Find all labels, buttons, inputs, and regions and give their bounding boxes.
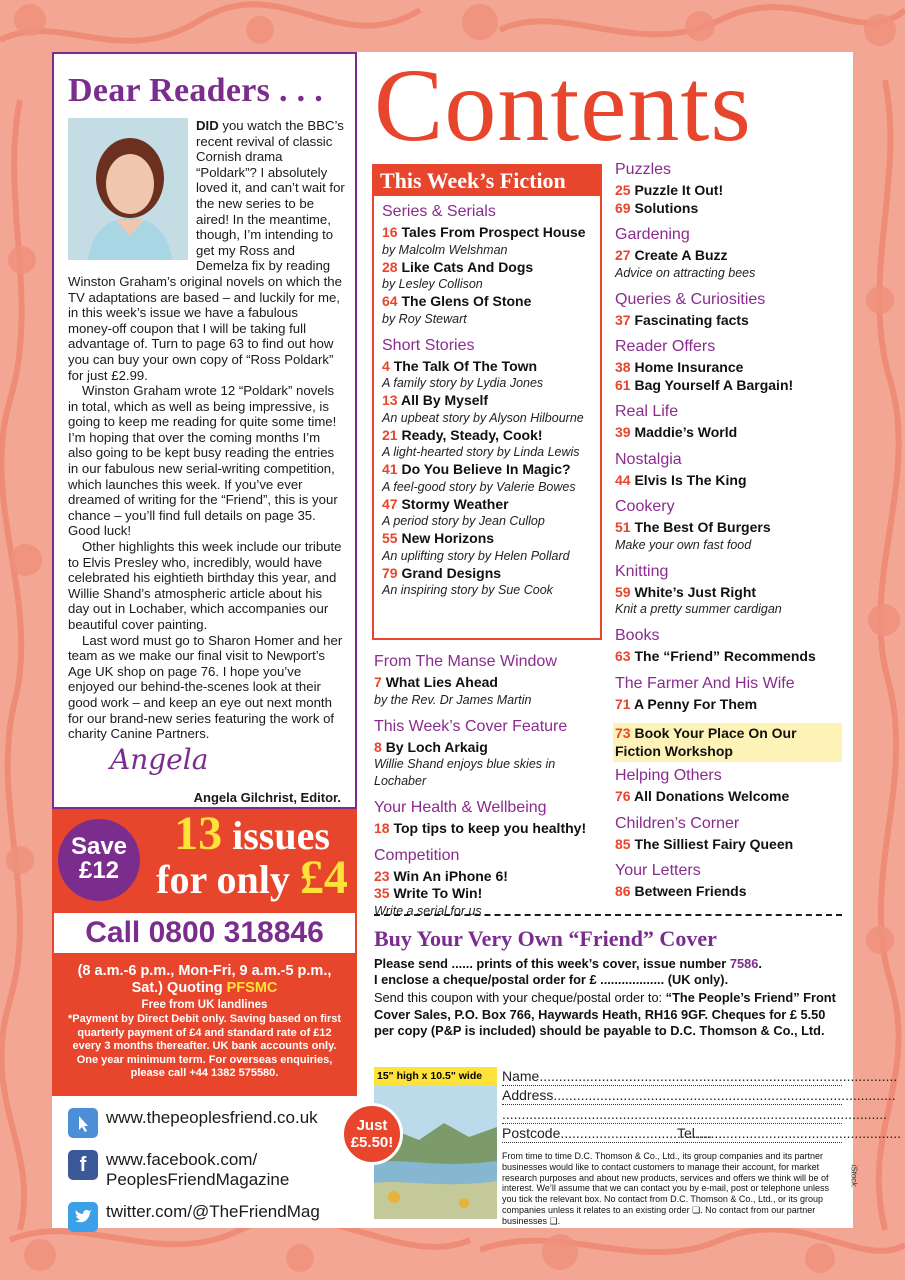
social-links xyxy=(68,1108,358,1244)
section-health: Your Health & Wellbeing xyxy=(374,799,547,816)
section-farmer: The Farmer And His Wife xyxy=(615,674,795,692)
section-knitting: Knitting xyxy=(615,562,669,580)
contents-right-column xyxy=(615,152,847,901)
privacy-notice: From time to time D.C. Thomson & Co., Ltd., its group companies and its partner businesses would like to contact customers to manage their account, for market research purposes and about new products, services and offers we think will be of interest. We’ll assume that we can contact you by e-mail, post or telephone unless you tick the relevant box. No contact from D.C. Thomson & Co., Ltd., or its group companies unless it relates to an existing order ❏. No contact from our partner businesses ❏. xyxy=(502,1151,830,1226)
editor-photo xyxy=(68,118,188,260)
contents-item[interactable]: 37 Fascinating facts xyxy=(615,311,749,328)
editorial-paragraph-1: you watch the BBC’s recent revival of classic Cornish drama “Poldark”? I absolutely loved it, and can’t wait for the new series to be aired! In the meantime, though, I’m intending to get my Ross and Demelza fix by reading Winston Graham’s original novels on which the TV adaptations are based – and luckily for me, in this week’s issue we have a fabulous money-off coupon that I will be taking full advantage of. Turn to page 63 to find out how you can buy your own copy of “Ross Poldark” for just £2.99. xyxy=(68,118,345,383)
facebook-url-line-1[interactable]: www.facebook.com/ xyxy=(106,1150,258,1169)
issues-headline xyxy=(152,807,352,904)
editorial-box xyxy=(52,52,357,809)
contents-item[interactable]: 27 Create A Buzz xyxy=(615,247,728,263)
section-letters: Your Letters xyxy=(615,862,701,879)
name-field[interactable]: Name............................................................................................ xyxy=(502,1068,898,1084)
item-desc: An inspiring story by Sue Cook xyxy=(382,583,553,597)
section-cookery: Cookery xyxy=(615,498,675,515)
contents-item[interactable]: 25 Puzzle It Out! xyxy=(615,182,724,198)
contents-item[interactable]: 47 Stormy Weather xyxy=(382,495,509,512)
item-desc: Knit a pretty summer cardigan xyxy=(615,602,782,616)
contents-left-column-lower xyxy=(374,644,604,920)
coupon-cut-line xyxy=(374,914,842,916)
cover-size-badge: 15" high x 10.5" wide xyxy=(374,1067,497,1085)
send-coupon-text: Send this coupon with your cheque/postal order to: xyxy=(374,990,666,1006)
item-desc: An uplifting story by Helen Pollard xyxy=(382,548,570,563)
facebook-url-line-2[interactable]: PeoplesFriendMagazine xyxy=(106,1170,290,1189)
section-series: Series & Serials xyxy=(382,203,496,220)
website-link[interactable] xyxy=(68,1108,358,1138)
offer-price: £4 xyxy=(299,851,348,904)
just-price: £5.50! xyxy=(350,1134,394,1151)
contents-item[interactable]: 21 Ready, Steady, Cook! xyxy=(382,426,543,443)
free-landlines: Free from UK landlines xyxy=(141,999,268,1011)
contents-item[interactable]: 79 Grand Designs xyxy=(382,564,502,581)
contents-item[interactable]: 85 The Silliest Fairy Queen xyxy=(615,835,794,852)
for-only-text: for only xyxy=(156,857,300,902)
quote-code: PFSMC xyxy=(226,980,278,996)
tel-field[interactable]: Tel..................................................... xyxy=(677,1125,902,1141)
facebook-icon: f xyxy=(68,1150,98,1180)
issues-count: 13 xyxy=(174,807,223,860)
editorial-paragraph-3: Other highlights this week include our tribute to Elvis Presley who, incredibly, would have celebrated his eightieth birthday this year, and Willie Shand’s atmospheric article about his day out in Lochaber, which accompanies our beautiful cover painting. xyxy=(68,539,342,632)
contents-item[interactable]: 8 By Loch Arkaig xyxy=(374,738,488,755)
call-hours: (8 a.m.-6 p.m., Mon-Fri, 9 a.m.-5 p.m., Sat.) Quoting xyxy=(77,963,332,996)
save-label: Save xyxy=(70,833,128,860)
cover-offer-text: Please send ...... prints of this week’s cover, issue number 7586. I enclose a cheque/postal order for £ .................. (UK only). Send this coupon with your cheque/postal order to: “The People’s Friend” Front Cover Sales, P.O. Box 766, Haywards Heath, RH16 9GF. Cheques for £ 5.50 per copy (P&P is included) should be payable to D.C. Thomson & Co., Ltd. xyxy=(374,956,842,1039)
fiction-header: This Week’s Fiction xyxy=(374,166,600,196)
item-desc: by Roy Stewart xyxy=(382,311,467,326)
contents-item[interactable]: 63 The “Friend” Recommends xyxy=(615,648,816,664)
cover-offer-title: Buy Your Very Own “Friend” Cover xyxy=(374,926,717,951)
section-nostalgia: Nostalgia xyxy=(615,450,682,468)
section-cover-feature: This Week’s Cover Feature xyxy=(374,717,568,735)
contents-item[interactable]: 59 White’s Just Right xyxy=(615,583,757,600)
contents-item[interactable]: 4 The Talk Of The Town xyxy=(382,357,538,374)
section-short-stories: Short Stories xyxy=(382,336,475,354)
section-gardening: Gardening xyxy=(615,226,690,243)
save-badge xyxy=(58,819,140,901)
issues-word: issues xyxy=(222,813,330,858)
contents-item[interactable]: 61 Bag Yourself A Bargain! xyxy=(615,376,794,393)
contents-item[interactable]: 35 Write To Win! xyxy=(374,885,483,901)
item-desc: A period story by Jean Cullop xyxy=(382,514,545,528)
call-number[interactable]: Call 0800 318846 xyxy=(52,911,357,955)
cheque-line: I enclose a cheque/postal order for £ .................. (UK only). xyxy=(374,972,729,988)
subscription-offer xyxy=(52,809,357,911)
item-desc: A family story by Lydia Jones xyxy=(382,376,544,390)
contents-item[interactable]: 39 Maddie’s World xyxy=(615,424,738,440)
editorial-paragraph-4: Last word must go to Sharon Homer and her team as we make our final visit to Newport’s Age UK shop on page 76. I hope you’ve enjoyed our behind-the-scenes look at their good work – and keep an eye out next month for our brand-new series featuring the work of charity Canine Partners. xyxy=(68,632,343,742)
twitter-link[interactable] xyxy=(68,1202,358,1232)
contents-item[interactable]: 16 Tales From Prospect House xyxy=(382,224,586,240)
contents-item[interactable]: 38 Home Insurance xyxy=(615,359,744,375)
item-desc: Make your own fast food xyxy=(615,537,752,552)
editorial-paragraph-2: Winston Graham wrote 12 “Poldark” novels in total, which as well as being impressive, is going to keep me reading for quite some time! I’m hoping that over the coming months I’m also going to be kept busy reading the entries in our fabulous new serial-writing competition, which launches this week. If you’ve ever dreamed of writing for the “Friend”, this is your chance – you’ll find full details on page 35. Good luck! xyxy=(68,383,338,539)
facebook-link[interactable] xyxy=(68,1150,358,1190)
section-reader-offers: Reader Offers xyxy=(615,338,716,355)
editorial-title: Dear Readers . . . xyxy=(68,72,323,109)
section-books: Books xyxy=(615,627,660,644)
contents-item[interactable]: 76 All Donations Welcome xyxy=(615,788,790,804)
contents-item[interactable]: 28 Like Cats And Dogs xyxy=(382,258,534,275)
twitter-handle[interactable]: twitter.com/@TheFriendMag xyxy=(106,1202,320,1221)
photo-credit: iStock. xyxy=(849,1164,859,1189)
magazine-page xyxy=(52,48,902,1228)
just-label: Just xyxy=(356,1117,388,1134)
subscription-terms: *Payment by Direct Debit only. Saving based on first quarterly payment of £4 and standard rate of £12 every 3 months thereafter. UK bank accounts only. One year minimum term. For overseas enquiries, please call +44 1382 575580. xyxy=(67,1013,342,1079)
item-desc: Write a serial for us xyxy=(374,903,482,918)
item-desc: A feel-good story by Valerie Bowes xyxy=(382,479,576,494)
contents-left-column xyxy=(382,194,604,599)
website-url[interactable]: www.thepeoplesfriend.co.uk xyxy=(106,1108,318,1127)
section-manse: From The Manse Window xyxy=(374,653,557,670)
send-address: “The People’s Friend” Front Cover Sales, P.O. Box 766, Haywards Heath, RH16 9GF. Cheques for £ 5.50 per copy (P&P is included) should be payable to D.C. Thomson & Co., Ltd. xyxy=(374,990,836,1038)
contents-item[interactable]: 13 All By Myself xyxy=(382,392,489,408)
section-real-life: Real Life xyxy=(615,403,679,420)
editorial-lead: DID xyxy=(196,118,219,133)
address-field[interactable]: Address........................................................................................ xyxy=(502,1087,896,1103)
web-icon xyxy=(68,1108,98,1138)
contents-item[interactable]: 23 Win An iPhone 6! xyxy=(374,867,508,884)
prints-line: Please send ...... prints of this week’s cover, issue number xyxy=(374,956,730,971)
contents-item[interactable]: 44 Elvis Is The King xyxy=(615,471,747,488)
contents-item[interactable]: 18 Top tips to keep you healthy! xyxy=(374,820,587,836)
issue-number: 7586 xyxy=(729,956,759,971)
item-desc: An upbeat story by Alyson Hilbourne xyxy=(382,410,584,425)
contents-item[interactable]: 51 The Best Of Burgers xyxy=(615,519,771,535)
editor-name: Angela Gilchrist, Editor. xyxy=(193,789,341,805)
item-desc: Advice on attracting bees xyxy=(615,265,756,280)
contents-item[interactable]: 55 New Horizons xyxy=(382,530,495,546)
address-field-line-2[interactable]: ................................................................................................... xyxy=(502,1106,888,1122)
item-desc: A light-hearted story by Linda Lewis xyxy=(382,445,580,459)
section-children: Children’s Corner xyxy=(615,814,740,832)
postcode-field[interactable]: Postcode....................................... xyxy=(502,1125,713,1141)
contents-item[interactable]: 7 What Lies Ahead xyxy=(374,674,498,690)
contents-item[interactable]: 64 The Glens Of Stone xyxy=(382,293,532,309)
workshop-item[interactable]: 73 Book Your Place On Our Fiction Workshop xyxy=(613,723,842,762)
section-puzzles: Puzzles xyxy=(615,161,672,178)
item-desc: by the Rev. Dr James Martin xyxy=(374,692,532,707)
contents-item[interactable]: 71 A Penny For Them xyxy=(615,695,758,712)
subscription-details xyxy=(52,955,357,1096)
editor-signature: Angela xyxy=(110,742,209,776)
section-queries: Queries & Curiosities xyxy=(615,290,766,308)
item-desc: Willie Shand enjoys blue skies in Lochaber xyxy=(374,757,556,788)
contents-item[interactable]: 69 Solutions xyxy=(615,199,699,216)
just-price-badge xyxy=(341,1103,403,1165)
section-competition: Competition xyxy=(374,846,460,864)
save-amount: £12 xyxy=(78,857,120,884)
item-desc: by Lesley Collison xyxy=(382,277,483,291)
contents-item[interactable]: 41 Do You Believe In Magic? xyxy=(382,461,571,477)
contents-item[interactable]: 86 Between Friends xyxy=(615,883,747,899)
item-desc: by Malcolm Welshman xyxy=(382,242,508,257)
contents-title: Contents xyxy=(374,48,752,163)
twitter-icon xyxy=(68,1202,98,1232)
section-helping: Helping Others xyxy=(615,767,722,784)
